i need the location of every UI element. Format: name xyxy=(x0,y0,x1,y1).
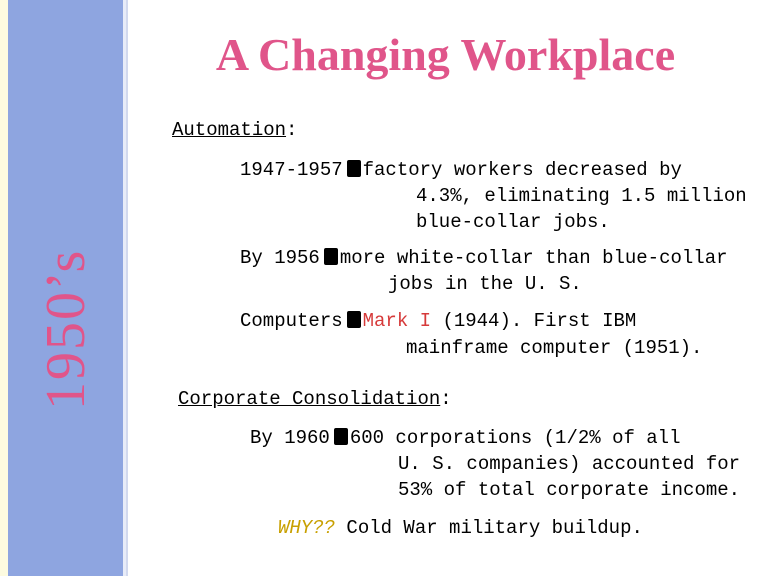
consolidation-heading: Corporate Consolidation: xyxy=(178,388,452,410)
bullet-icon xyxy=(347,160,361,177)
bullet-icon xyxy=(334,428,348,445)
automation-item-1-line-3: blue-collar jobs. xyxy=(416,211,610,233)
automation-item-1: 1947-1957 factory workers decreased by xyxy=(240,159,682,181)
consolidation-item: By 1960 600 corporations (1/2% of all xyxy=(250,427,681,449)
bullet-icon xyxy=(347,311,361,328)
bullet-icon xyxy=(324,248,338,265)
mark-i-highlight: Mark I xyxy=(362,310,432,332)
automation-item-2-line-2: jobs in the U. S. xyxy=(388,273,582,295)
automation-heading: Automation: xyxy=(172,119,298,141)
automation-item-1-line-2: 4.3%, eliminating 1.5 million xyxy=(416,185,747,207)
decade-label: 1950’s xyxy=(35,248,97,410)
consolidation-item-line-3: 53% of total corporate income. xyxy=(398,479,741,501)
why-label: WHY?? xyxy=(278,517,336,539)
side-rule-inner xyxy=(126,0,128,576)
left-band xyxy=(0,0,8,576)
slide-title: A Changing Workplace xyxy=(215,29,676,80)
automation-item-3-line-2: mainframe computer (1951). xyxy=(406,337,703,359)
consolidation-item-line-2: U. S. companies) accounted for xyxy=(398,453,741,475)
automation-item-2: By 1956 more white-collar than blue-collar xyxy=(240,247,728,269)
why-line xyxy=(278,515,643,541)
automation-item-3: Computers Mark I (1944). First IBM xyxy=(240,310,637,332)
why-text: Cold War military buildup. xyxy=(346,517,643,539)
